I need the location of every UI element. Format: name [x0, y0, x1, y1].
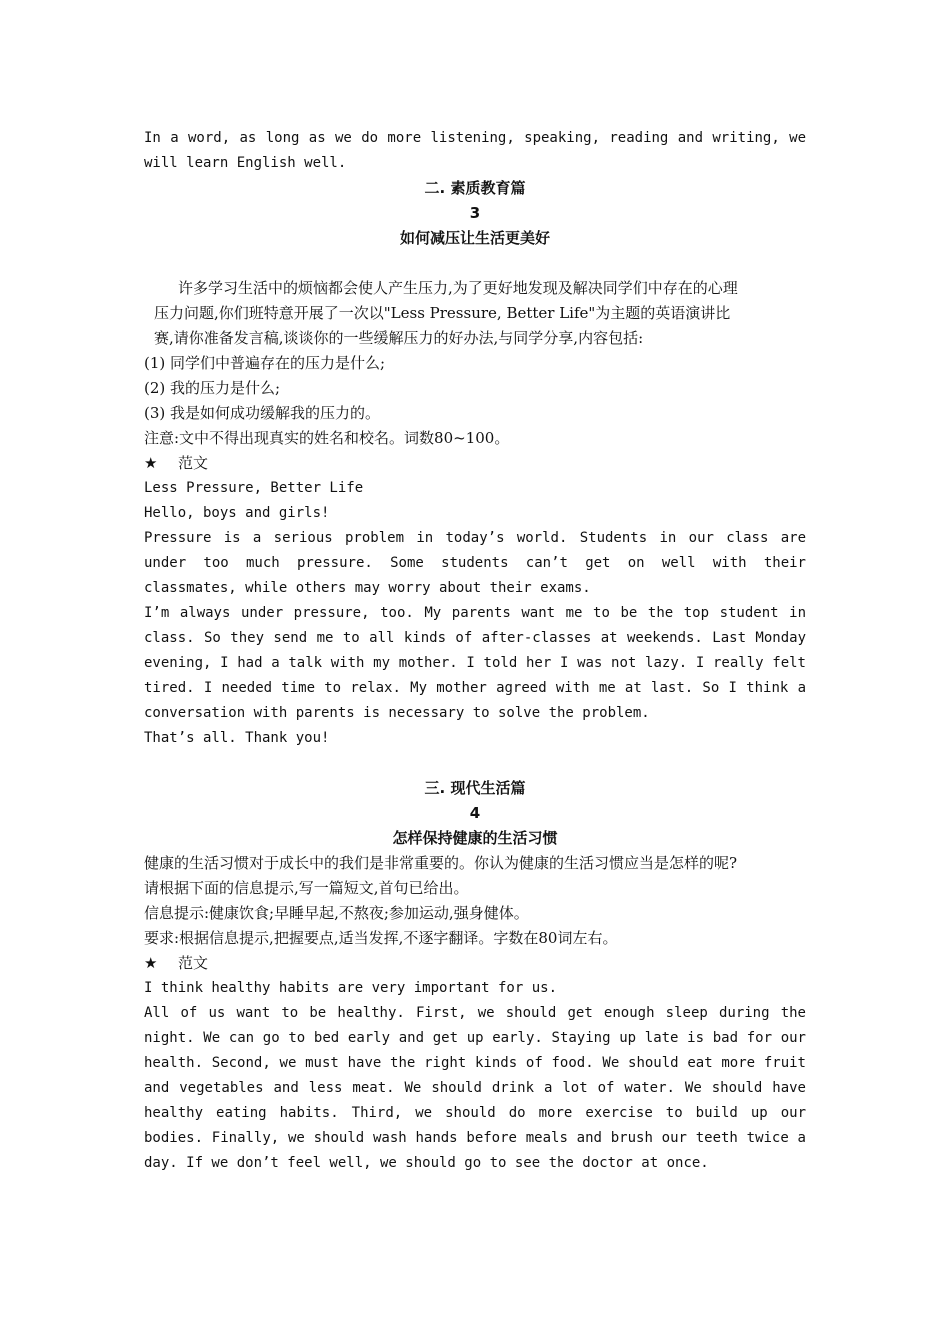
model-essay-label: 范文 — [178, 954, 209, 972]
spacer — [144, 751, 806, 776]
section-3-prompt-line: 请根据下面的信息提示,写一篇短文,首句已给出。 — [144, 879, 469, 897]
section-2-prompt-line: 压力问题,你们班特意开展了一次以"Less Pressure, Better Life"为主题的英语演讲比 — [154, 304, 731, 322]
essay-line: That’s all. Thank you! — [144, 730, 330, 746]
section-3-title: 怎样保持健康的生活习惯 — [392, 829, 558, 847]
section-3-prompt-line: 健康的生活习惯对于成长中的我们是非常重要的。你认为健康的生活习惯应当是怎样的呢? — [144, 854, 738, 872]
essay-line: I’m always under pressure, too. My parents want me to be the top student in — [144, 605, 806, 621]
section-3-model-label — [144, 951, 806, 976]
essay-line: bodies. Finally, we should wash hands before meals and brush our teeth twice a — [144, 1130, 806, 1146]
section-2-item: (1) 同学们中普遍存在的压力是什么; — [144, 354, 386, 372]
essay-line: day. If we don’t feel well, we should go to see the doctor at once. — [144, 1155, 709, 1171]
essay-title: Less Pressure, Better Life — [144, 480, 364, 496]
star-icon: ★ — [144, 954, 158, 972]
essay-line: healthy eating habits. Third, we should do more exercise to build up our — [144, 1105, 806, 1121]
section-2-note: 注意:文中不得出现真实的姓名和校名。词数80~100。 — [144, 429, 510, 447]
intro-line-2: will learn English well. — [144, 155, 347, 171]
essay-line: classmates, while others may worry about their exams. — [144, 580, 591, 596]
section-3-requirement: 要求:根据信息提示,把握要点,适当发挥,不逐字翻译。字数在80词左右。 — [144, 929, 618, 947]
intro-line-1: In a word, as long as we do more listening, speaking, reading and writing, we — [144, 130, 806, 146]
section-3-info-hint: 信息提示:健康饮食;早睡早起,不熬夜;参加运动,强身健体。 — [144, 904, 529, 922]
star-icon: ★ — [144, 454, 158, 472]
section-2-item: (2) 我的压力是什么; — [144, 379, 281, 397]
essay-line: health. Second, we must have the right kinds of food. We should eat more fruit — [144, 1055, 806, 1071]
essay-line: evening, I had a talk with my mother. I told her I was not lazy. I really felt — [144, 655, 806, 671]
section-3-heading: 三. 现代生活篇 — [424, 779, 526, 797]
section-2-model-label — [144, 451, 806, 476]
section-2-prompt-line: 赛,请你准备发言稿,谈谈你的一些缓解压力的好办法,与同学分享,内容包括: — [154, 329, 644, 347]
essay-line: conversation with parents is necessary to solve the problem. — [144, 705, 650, 721]
essay-line: and vegetables and less meat. We should drink a lot of water. We should have — [144, 1080, 806, 1096]
essay-line: class. So they send me to all kinds of after-classes at weekends. Last Monday — [144, 630, 806, 646]
section-2-prompt-line: 许多学习生活中的烦恼都会使人产生压力,为了更好地发现及解决同学们中存在的心理 — [178, 279, 738, 297]
spacer — [144, 251, 806, 276]
document-body — [144, 126, 806, 1176]
essay-line: night. We can go to bed early and get up early. Staying up late is bad for our — [144, 1030, 806, 1046]
essay-line: tired. I needed time to relax. My mother agreed with me at last. So I think a — [144, 680, 806, 696]
section-2-heading: 二. 素质教育篇 — [424, 179, 526, 197]
section-2-number: 3 — [469, 204, 481, 222]
essay-line: under too much pressure. Some students can’t get on well with their — [144, 555, 806, 571]
section-3-number: 4 — [469, 804, 481, 822]
section-2-item: (3) 我是如何成功缓解我的压力的。 — [144, 404, 381, 422]
essay-line: Hello, boys and girls! — [144, 505, 330, 521]
essay-line: Pressure is a serious problem in today’s world. Students in our class are — [144, 530, 806, 546]
model-essay-label: 范文 — [178, 454, 209, 472]
essay-line: I think healthy habits are very important for us. — [144, 980, 558, 996]
essay-line: All of us want to be healthy. First, we should get enough sleep during the — [144, 1005, 806, 1021]
section-2-title: 如何减压让生活更美好 — [399, 229, 550, 247]
